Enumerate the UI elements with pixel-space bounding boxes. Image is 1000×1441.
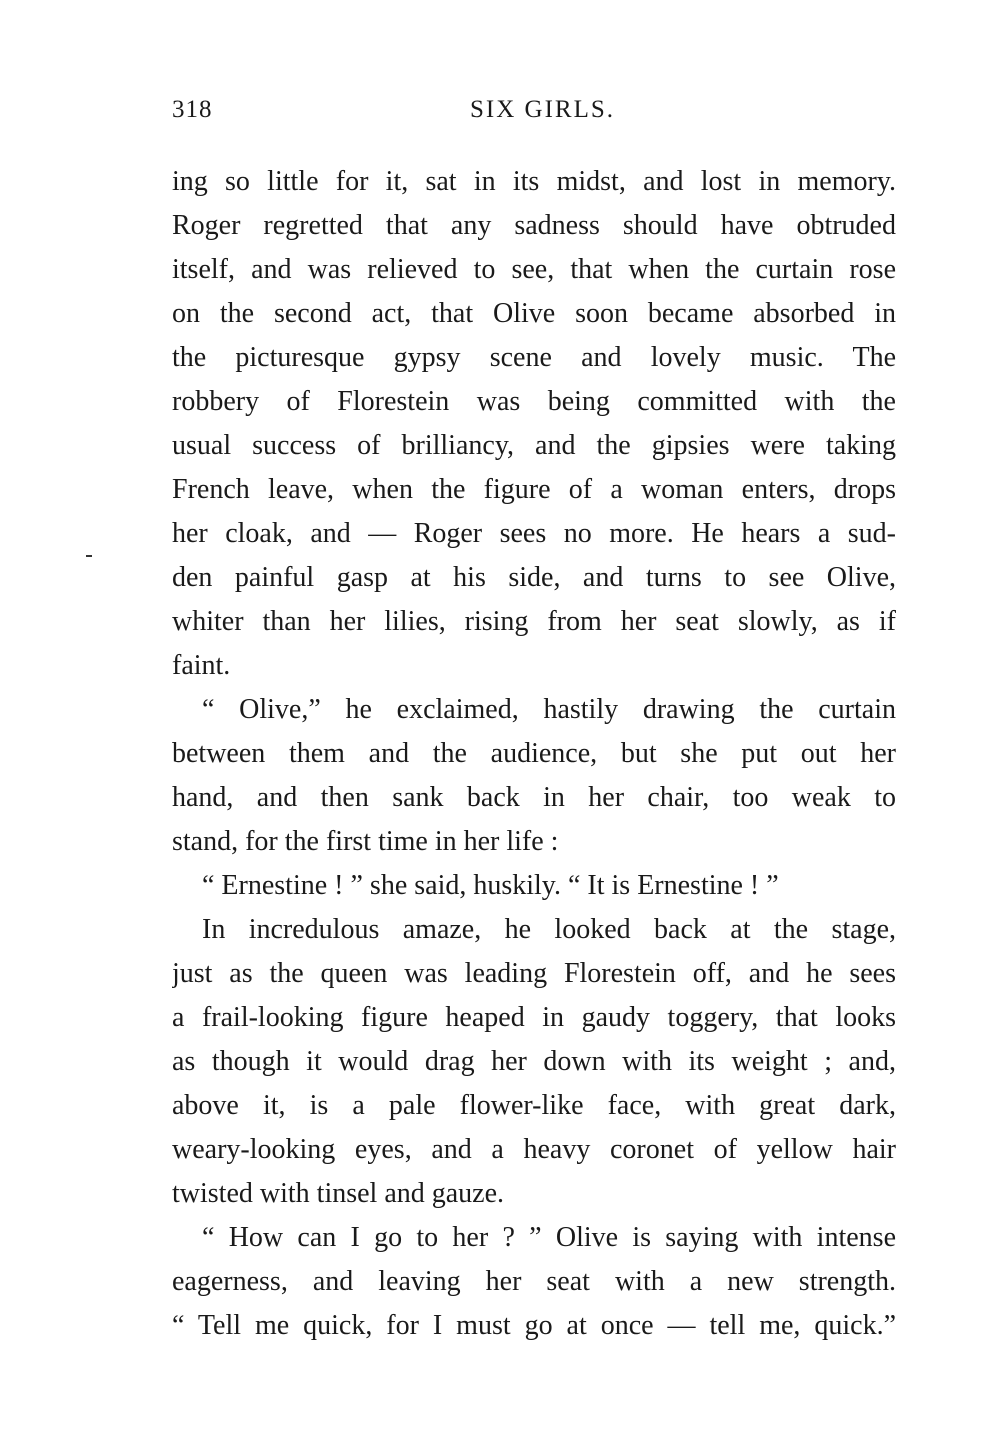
text-line: a frail-looking figure heaped in gaudy toggery, that looks [172, 1002, 896, 1033]
text-line: ing so little for it, sat in its midst, and lost in memory. [172, 166, 896, 197]
paragraph-4 [172, 908, 896, 1216]
paragraph-5 [172, 1216, 896, 1348]
text-line: “ Ernestine ! ” she said, huskily. “ It is Ernestine ! ” [202, 870, 779, 901]
text-line: as though it would drag her down with its weight ; and, [172, 1046, 896, 1077]
paragraph-2 [172, 688, 896, 864]
text-line: her cloak, and — Roger sees no more. He hears a sud- [172, 518, 896, 549]
text-line: “ Tell me quick, for I must go at once — tell me, quick.” [172, 1310, 896, 1341]
text-line: itself, and was relieved to see, that when the curtain rose [172, 254, 896, 285]
text-line: whiter than her lilies, rising from her seat slowly, as if [172, 606, 896, 637]
running-head [172, 96, 896, 136]
body-text [172, 160, 896, 1348]
text-line: Roger regretted that any sadness should have obtruded [172, 210, 896, 241]
text-line: faint. [172, 650, 231, 681]
text-line: between them and the audience, but she put out her [172, 738, 896, 769]
text-line: den painful gasp at his side, and turns to see Olive, [172, 562, 896, 593]
text-line: hand, and then sank back in her chair, too weak to [172, 782, 896, 813]
text-line: In incredulous amaze, he looked back at the stage, [202, 914, 896, 945]
text-line: on the second act, that Olive soon became absorbed in [172, 298, 896, 329]
margin-mark [86, 555, 92, 557]
text-line: above it, is a pale flower-like face, with great dark, [172, 1090, 896, 1121]
text-line: the picturesque gypsy scene and lovely music. The [172, 342, 896, 373]
text-line: just as the queen was leading Florestein off, and he sees [172, 958, 896, 989]
text-line: stand, for the first time in her life : [172, 826, 559, 857]
text-line: eagerness, and leaving her seat with a new strength. [172, 1266, 896, 1297]
paragraph-1 [172, 160, 896, 688]
text-line: twisted with tinsel and gauze. [172, 1178, 505, 1209]
running-title: SIX GIRLS. [470, 96, 616, 123]
text-line: French leave, when the figure of a woman enters, drops [172, 474, 896, 505]
text-line: “ Olive,” he exclaimed, hastily drawing the curtain [202, 694, 896, 725]
paragraph-3 [172, 864, 896, 908]
text-line: weary-looking eyes, and a heavy coronet of yellow hair [172, 1134, 896, 1165]
text-line: robbery of Florestein was being committed with the [172, 386, 896, 417]
text-line: “ How can I go to her ? ” Olive is saying with intense [202, 1222, 896, 1253]
text-line: usual success of brilliancy, and the gipsies were taking [172, 430, 896, 461]
page-number: 318 [172, 96, 213, 123]
